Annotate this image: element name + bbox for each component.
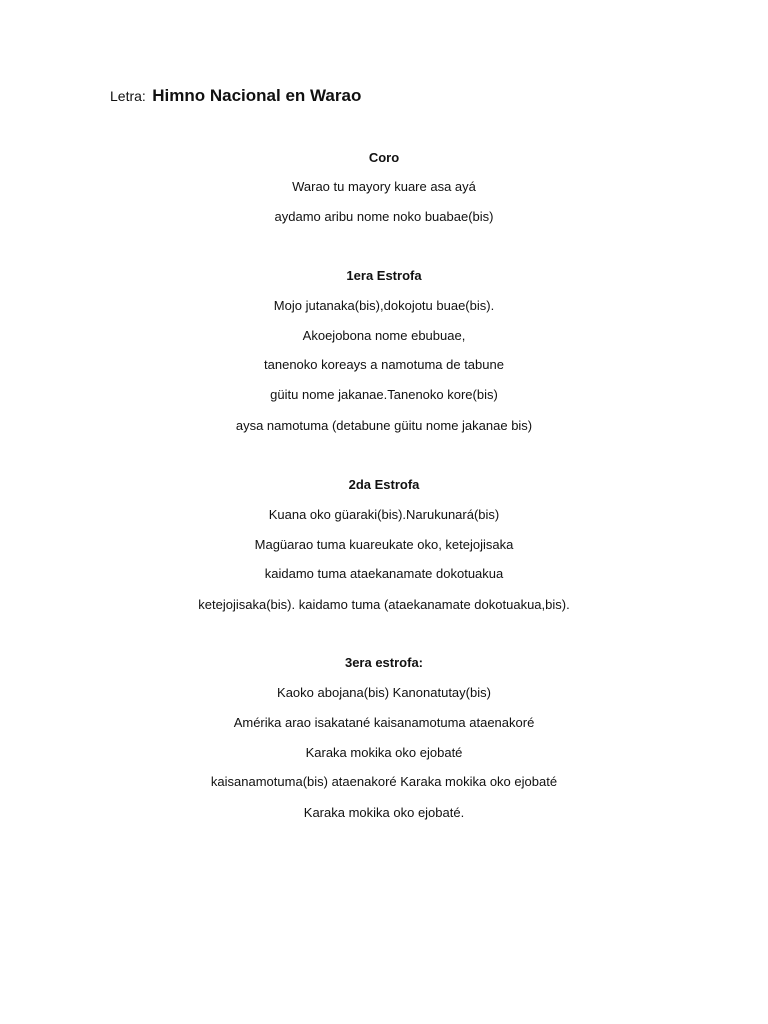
lyric-line: Akoejobona nome ebubuae, — [302, 328, 466, 343]
lyric-line: Mojo jutanaka(bis),dokojotu buae(bis). — [273, 298, 495, 313]
lyric-line: güitu nome jakanae.Tanenoko kore(bis) — [270, 387, 498, 402]
lyrics-label: Letra: — [110, 88, 146, 104]
lyric-line: Amérika arao isakatané kaisanamotuma ataenakoré — [233, 715, 535, 730]
lyric-line: aydamo aribu nome noko buabae(bis) — [274, 209, 494, 224]
section-heading-coro: Coro — [368, 150, 400, 165]
lyric-line: kaisanamotuma(bis) ataenakoré Karaka mokika oko ejobaté — [210, 774, 558, 789]
lyric-line: Magüarao tuma kuareukate oko, ketejojisaka — [254, 537, 514, 552]
lyric-line: tanenoko koreays a namotuma de tabune — [264, 357, 504, 372]
section-heading-estrofa-1: 1era Estrofa — [346, 268, 422, 283]
lyric-line: ketejojisaka(bis). kaidamo tuma (ataekanamate dokotuakua,bis). — [198, 597, 570, 612]
lyric-line: kaidamo tuma ataekanamate dokotuakua — [264, 566, 504, 581]
lyric-line: Karaka mokika oko ejobaté — [305, 745, 463, 760]
document-header — [110, 86, 361, 106]
section-heading-estrofa-3: 3era estrofa: — [344, 655, 424, 670]
section-heading-estrofa-2: 2da Estrofa — [348, 477, 420, 492]
lyric-line: Warao tu mayory kuare asa ayá — [292, 179, 476, 194]
lyric-line: Kuana oko güaraki(bis).Narukunará(bis) — [268, 507, 500, 522]
lyric-line: Kaoko abojana(bis) Kanonatutay(bis) — [277, 685, 491, 700]
document-title: Himno Nacional en Warao — [152, 86, 362, 105]
lyric-line: Karaka mokika oko ejobaté. — [303, 805, 465, 820]
lyric-line: aysa namotuma (detabune güitu nome jakanae bis) — [235, 418, 533, 433]
